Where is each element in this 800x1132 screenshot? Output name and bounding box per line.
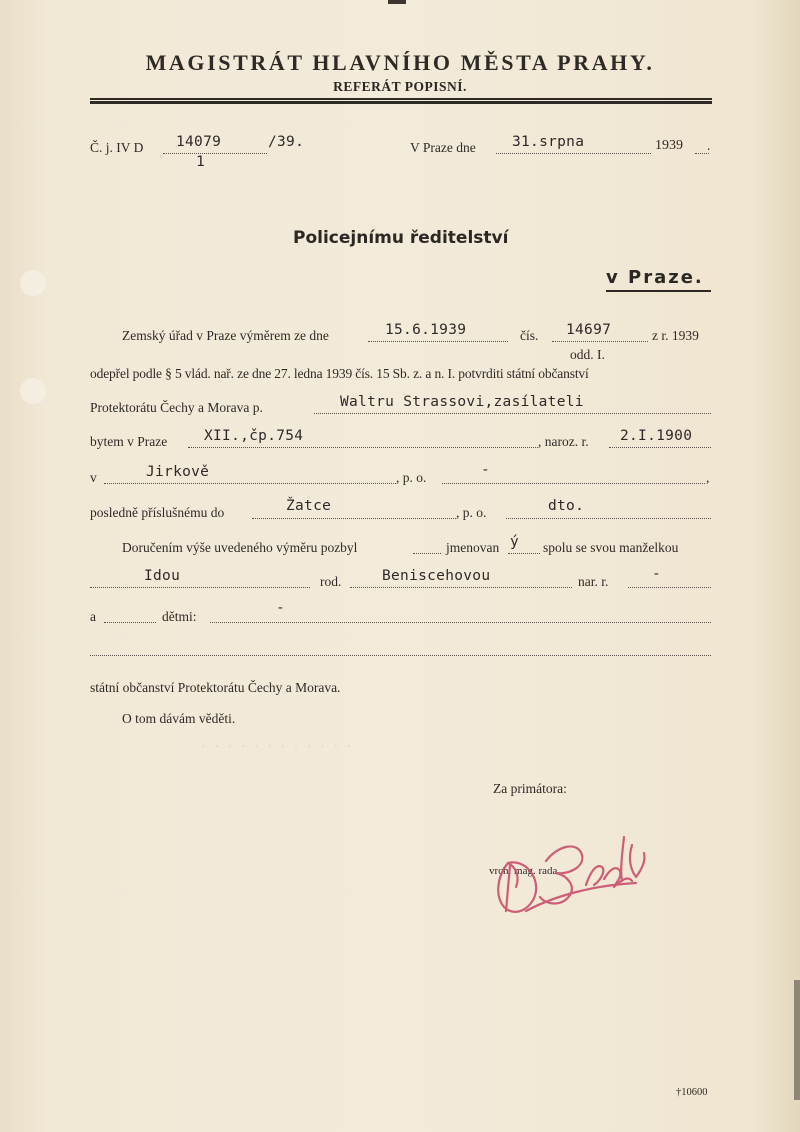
l3-text-a: Protektorátu Čechy a Morava p. — [90, 400, 263, 415]
l9-children-line — [210, 622, 711, 623]
l1-date-line — [368, 341, 508, 342]
l8-text-b: nar. r. — [578, 574, 609, 589]
l2-text: odepřel podle § 5 vlád. nař. ze dne 27. ledna 1939 čís. 15 Sb. z. a n. I. potvrditi státní občanství — [90, 366, 589, 381]
l7-text-a: Doručením výše uvedeného výměru pozbyl — [122, 540, 358, 555]
l8-born-line — [628, 587, 711, 588]
l4-text-b: , naroz. r. — [538, 434, 589, 449]
reference-number-line — [163, 153, 267, 154]
l9-dots-a — [104, 622, 156, 623]
date-value: 31.srpna — [512, 134, 585, 150]
addressee-underline — [606, 290, 711, 292]
children-value: - — [276, 600, 286, 616]
home-town: Žatce — [286, 498, 332, 514]
l7-text-b: jmenovan — [446, 540, 500, 555]
l1-text-b: čís. — [520, 328, 539, 343]
l8-wife-line — [90, 587, 310, 588]
l4-address-line — [188, 447, 538, 448]
punch-hole-bottom — [20, 378, 46, 404]
l9b-blank-line — [90, 655, 711, 656]
l1-text-c: z r. 1939 — [652, 328, 699, 343]
person-birthplace: Jirkově — [146, 464, 210, 480]
office-title: MAGISTRÁT HLAVNÍHO MĚSTA PRAHY. — [145, 50, 655, 75]
l5-text-a: v — [90, 470, 97, 485]
top-edge-mark — [388, 0, 406, 4]
l5-birthplace-line — [104, 483, 396, 484]
l11-text: O tom dávám věděti. — [122, 711, 236, 726]
header-rule-thin — [90, 98, 712, 100]
l6-po-line — [506, 518, 711, 519]
l10-text: státní občanství Protektorátu Čechy a Morava. — [90, 680, 341, 695]
date-end: . — [707, 138, 711, 153]
l6-po-value: dto. — [548, 498, 585, 514]
l5-text-b: , p. o. — [396, 470, 427, 485]
gender-ending: ý — [510, 534, 520, 550]
wife-born: - — [652, 566, 662, 582]
reference-sub: 1 — [196, 154, 206, 170]
date-year-prefix: 1939 — [655, 138, 683, 153]
l5-po-line — [442, 483, 705, 484]
l4-text-a: bytem v Praze — [90, 434, 168, 449]
decree-number: 14697 — [566, 322, 612, 338]
l3-name-line — [314, 413, 711, 414]
l1-text-a: Zemský úřad v Praze výměrem ze dne — [122, 328, 329, 343]
l7-text-c: spolu se svou manželkou — [543, 540, 679, 555]
l8-text-a: rod. — [320, 574, 342, 589]
person-birth-year: 2.I.1900 — [620, 428, 693, 444]
l6-text-b: , p. o. — [456, 505, 487, 520]
l8-maiden-line — [350, 587, 572, 588]
reference-year: /39. — [268, 134, 305, 150]
binding-strip — [794, 980, 800, 1100]
person-name: Waltru Strassovi,zasílateli — [340, 394, 584, 410]
decree-date: 15.6.1939 — [385, 322, 467, 338]
addressee-name: Policejnímu ředitelství — [293, 228, 509, 248]
footer-code: †10600 — [676, 1087, 708, 1098]
punch-hole-top — [20, 270, 46, 296]
l9-text-a: a — [90, 609, 96, 624]
l5-text-c: , — [706, 470, 710, 485]
addressee-city: v Praze. — [606, 267, 704, 288]
signature-icon — [486, 815, 656, 925]
reference-number: 14079 — [176, 134, 222, 150]
l5-po-value: - — [481, 462, 491, 478]
l7-dots-b — [508, 553, 540, 554]
l7-dots-a — [413, 553, 441, 554]
department-title: REFERÁT POPISNÍ. — [333, 79, 467, 94]
l6-text-a: posledně příslušnému do — [90, 505, 225, 520]
wife-maiden-name: Beniscehovou — [382, 568, 491, 584]
person-address: XII.,čp.754 — [204, 428, 304, 444]
l1-number-line — [552, 341, 648, 342]
reference-label: Č. j. IV D — [90, 140, 144, 155]
show-through-text: · · · · · · · · · · · · — [200, 740, 353, 753]
wife-name: Idou — [144, 568, 181, 584]
closing-for: Za primátora: — [493, 781, 567, 796]
header-rule-thick — [90, 101, 712, 104]
l9-text-b: dětmi: — [162, 609, 197, 624]
closing-title: vrch. mag. rada. — [489, 865, 561, 877]
l4-birth-line — [609, 447, 711, 448]
place-date-label: V Praze dne — [410, 140, 476, 155]
l6-town-line — [252, 518, 456, 519]
division: odd. I. — [570, 347, 605, 362]
date-line — [496, 153, 651, 154]
